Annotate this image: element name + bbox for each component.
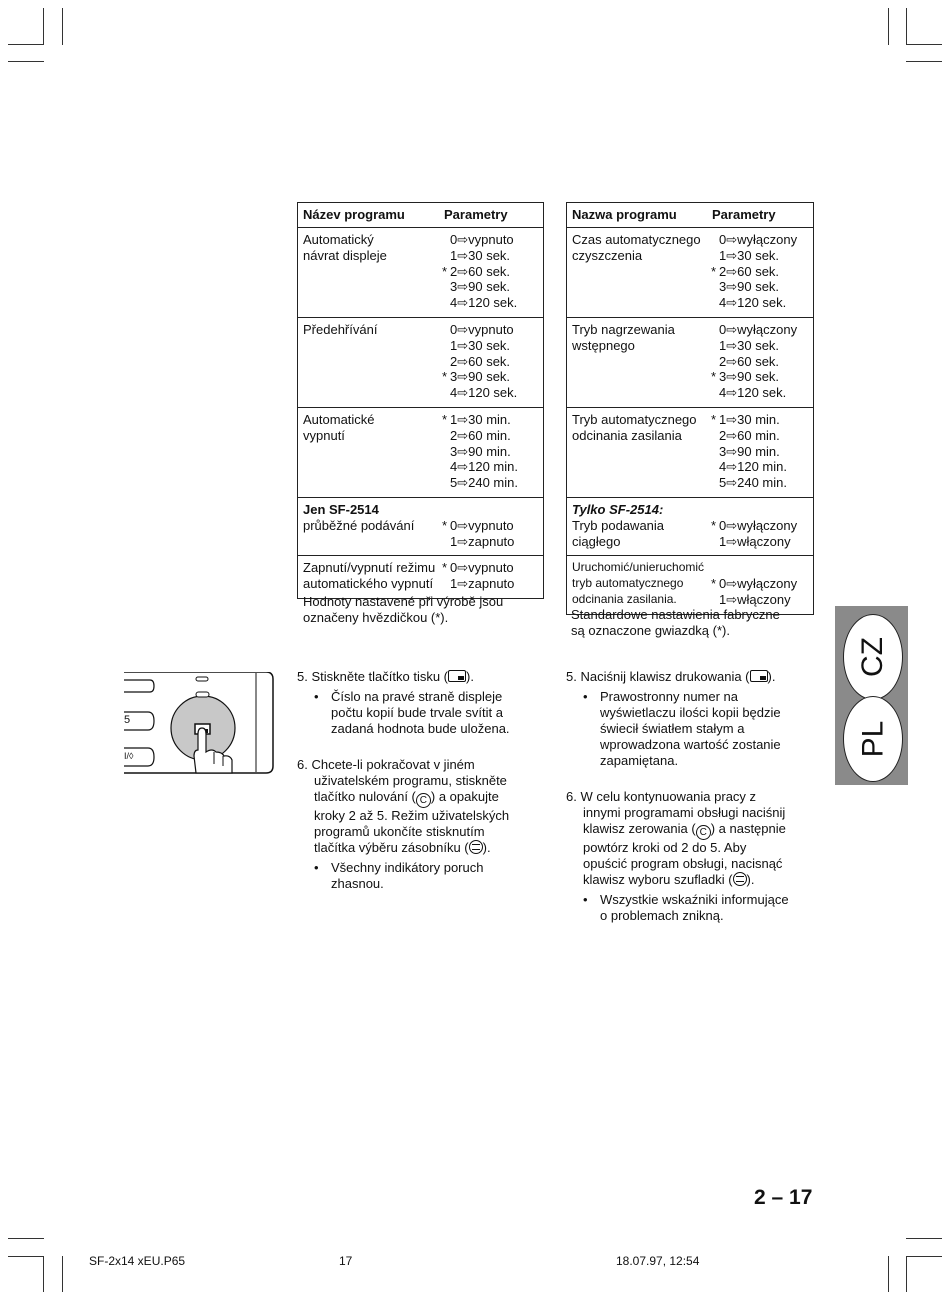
- step-line: 6. W celu kontynuowania pracy z: [566, 789, 757, 804]
- parameter-value: 1⇨włączony: [719, 591, 791, 607]
- program-name-line: Tryb nagrzewania: [572, 322, 675, 337]
- print-key-icon: [448, 670, 466, 682]
- step-text: tlačítka výběru zásobníku (: [314, 840, 469, 855]
- program-name: [303, 560, 435, 592]
- program-name: [572, 502, 664, 549]
- parameter-option: [450, 232, 517, 248]
- parameter-option: [719, 354, 797, 370]
- table-row: [298, 408, 543, 498]
- header-parameters: Parametry: [444, 207, 508, 223]
- parameter-list: [711, 412, 787, 491]
- table-row: [298, 556, 543, 598]
- parameter-option: [719, 459, 787, 475]
- program-name-line: Tryb automatycznego: [572, 412, 697, 427]
- table-row: [298, 318, 543, 408]
- table-header: [298, 203, 543, 228]
- parameter-option: [711, 517, 798, 534]
- parameter-value: 4⇨120 sek.: [450, 385, 518, 401]
- parameter-option: [442, 560, 514, 576]
- parameter-option: [450, 354, 517, 370]
- parameter-option: [450, 338, 517, 354]
- program-name: [572, 412, 697, 444]
- crop-mark: [43, 1256, 44, 1292]
- parameter-option: [719, 338, 797, 354]
- pl-step-6: [566, 789, 826, 888]
- parameter-option: [442, 369, 517, 385]
- program-name: [572, 560, 704, 607]
- lang-label: PL: [855, 720, 889, 758]
- parameter-list: [711, 560, 798, 607]
- step-line: [297, 840, 547, 856]
- clear-key-icon: C: [696, 825, 711, 840]
- parameter-value: 4⇨120 min.: [450, 459, 518, 475]
- bullet-line: • Prawostronny numer na: [600, 689, 739, 704]
- parameter-option: [719, 560, 797, 576]
- button-label-io: I/◊: [124, 751, 134, 761]
- footer-date: 18.07.97, 12:54: [616, 1254, 700, 1268]
- parameter-option: [442, 263, 517, 280]
- program-name-line: czyszczenia: [572, 247, 643, 263]
- cz-step-5: [297, 669, 547, 685]
- parameter-option: [450, 279, 517, 295]
- cz-factory-default-note: [303, 594, 503, 626]
- table-row: [567, 408, 813, 498]
- step-text: ).: [466, 669, 474, 684]
- parameter-value: 0⇨wyłączony: [719, 232, 798, 247]
- program-name-line: Tryb podawania: [572, 517, 665, 533]
- parameter-option: [442, 412, 518, 428]
- pl-step-5-bullet: [566, 689, 826, 769]
- lang-tab-pl: [843, 696, 903, 782]
- program-name-line: vypnutí: [303, 427, 345, 443]
- parameter-list: [442, 412, 518, 491]
- footer-page: 17: [339, 1254, 353, 1268]
- step-text: ).: [482, 840, 491, 855]
- header-program-name: Nazwa programu: [572, 207, 677, 223]
- bullet-line: zadaná hodnota bude uložena.: [331, 721, 510, 736]
- parameter-value: 4⇨120 sek.: [450, 295, 518, 311]
- program-name: [572, 232, 701, 264]
- crop-mark: [906, 1256, 942, 1257]
- parameter-value: 2⇨60 sek.: [450, 263, 511, 279]
- default-marker: *: [442, 369, 448, 385]
- parameter-list: [711, 322, 798, 401]
- parameter-option: [450, 502, 514, 518]
- bullet-line: • Wszystkie wskaźniki informujące: [600, 892, 789, 907]
- program-name-line: wstępnego: [572, 337, 635, 353]
- default-marker: *: [442, 412, 448, 427]
- pl-steps: [566, 669, 826, 924]
- parameter-option: [450, 428, 518, 444]
- crop-mark: [62, 1256, 63, 1292]
- parameter-value: 1⇨zapnuto: [450, 533, 515, 549]
- parameter-option: [719, 279, 797, 295]
- parameter-value: 3⇨90 sek.: [450, 279, 511, 295]
- parameter-value: 1⇨30 min.: [719, 412, 780, 427]
- language-tab: [835, 606, 908, 785]
- default-marker: *: [442, 263, 448, 279]
- parameter-option: [711, 263, 797, 280]
- cz-step-6-bullet: [297, 860, 547, 892]
- step-text: ) a opakujte: [430, 789, 499, 804]
- step-line: uživatelském programu, stiskněte: [314, 773, 507, 788]
- table-row: [567, 228, 813, 318]
- parameter-option: [450, 475, 518, 491]
- parameter-option: [450, 295, 517, 311]
- parameter-list: [711, 232, 798, 311]
- bullet-line: počtu kopií bude trvale svítit a: [331, 705, 503, 720]
- parameter-list: [442, 322, 518, 401]
- parameter-option: [719, 385, 797, 401]
- table-row: [567, 556, 813, 613]
- program-name: [572, 322, 675, 354]
- parameter-value: 2⇨60 min.: [719, 427, 780, 443]
- header-parameters: Parametry: [712, 207, 776, 223]
- default-marker: *: [711, 576, 717, 592]
- crop-mark: [8, 44, 44, 45]
- parameter-option: [719, 322, 797, 338]
- parameter-option: [719, 248, 797, 264]
- bullet-line: świecił światłem stałym a: [600, 721, 745, 736]
- tray-select-key-icon: [733, 872, 747, 886]
- pl-step-5: [566, 669, 826, 685]
- parameter-list: [442, 560, 515, 592]
- parameter-value: 0⇨vypnuto: [450, 517, 514, 533]
- program-name: [303, 322, 377, 338]
- bullet-line: • Číslo na pravé straně displeje: [331, 689, 503, 704]
- step-text: ) a następnie: [710, 821, 786, 836]
- header-program-name: Název programu: [303, 207, 405, 223]
- default-marker: *: [442, 517, 448, 533]
- step-text: ).: [767, 669, 776, 684]
- parameter-value: 0⇨wyłączony: [719, 576, 798, 592]
- default-marker: *: [711, 369, 717, 385]
- parameter-value: 3⇨90 sek.: [719, 369, 780, 385]
- model-label: Jen SF-2514: [303, 502, 379, 517]
- lang-label: CZ: [856, 637, 889, 677]
- control-panel-illustration: [124, 672, 274, 774]
- program-name-line: návrat displeje: [303, 247, 387, 263]
- parameter-option: [719, 592, 797, 608]
- default-marker: *: [442, 560, 448, 576]
- step-line: [297, 789, 547, 808]
- parameter-value: 2⇨60 min.: [450, 427, 511, 443]
- parameter-option: [719, 295, 797, 311]
- program-name-line: Automatické: [303, 412, 375, 427]
- program-name-line: tryb automatycznego: [572, 576, 684, 591]
- program-name-line: Uruchomić/unieruchomić: [572, 560, 705, 575]
- pl-step-6-bullet: [566, 892, 826, 924]
- cz-steps: [297, 669, 547, 892]
- parameter-value: 0⇨vypnuto: [450, 322, 514, 337]
- note-line: Hodnoty nastavené při výrobě jsou: [303, 594, 504, 609]
- bullet-line: zhasnou.: [331, 876, 384, 891]
- step-text: klawisz wyboru szufladki (: [583, 872, 733, 887]
- crop-mark: [906, 61, 942, 62]
- step-line: powtórz kroki od 2 do 5. Aby: [583, 840, 747, 855]
- bullet-line: zapamiętana.: [600, 753, 679, 768]
- table-row: [567, 318, 813, 408]
- tray-select-key-icon: [469, 840, 483, 854]
- program-name-line: Předehřívání: [303, 322, 378, 337]
- step-text: tlačítko nulování (: [314, 789, 416, 804]
- step-text: klawisz zerowania (: [583, 821, 696, 836]
- crop-mark: [62, 8, 63, 45]
- step-line: programů ukončíte stisknutím: [314, 824, 485, 839]
- parameter-option: [450, 444, 518, 460]
- program-name: [303, 502, 414, 534]
- parameter-option: [711, 576, 798, 592]
- parameter-option: [450, 534, 514, 550]
- parameter-option: [719, 475, 787, 491]
- note-line: označeny hvězdičkou (*).: [303, 610, 449, 625]
- page-number: 2 – 17: [754, 1186, 813, 1209]
- default-marker: *: [711, 263, 717, 279]
- crop-mark: [8, 1238, 44, 1239]
- parameter-value: 1⇨zapnuto: [450, 576, 515, 592]
- crop-mark: [906, 1256, 907, 1292]
- parameter-option: [719, 444, 787, 460]
- parameter-option: [719, 232, 797, 248]
- crop-mark: [8, 1256, 44, 1257]
- parameter-value: 0⇨wyłączony: [719, 517, 798, 533]
- program-name-line: ciągłego: [572, 533, 621, 549]
- cz-step-6: [297, 757, 547, 856]
- pl-factory-default-note: [571, 607, 780, 639]
- parameter-list: [711, 502, 798, 549]
- crop-mark: [43, 8, 44, 45]
- parameter-value: 4⇨120 sek.: [719, 295, 787, 311]
- parameter-value: 1⇨30 sek.: [450, 247, 511, 263]
- table-body: [567, 228, 813, 614]
- note-line: są oznaczone gwiazdką (*).: [571, 623, 730, 638]
- program-name: [303, 232, 387, 264]
- clear-key-icon: C: [416, 793, 431, 808]
- step-line: 6. Chcete-li pokračovat v jiném: [297, 757, 475, 772]
- parameter-value: 4⇨120 min.: [719, 459, 787, 475]
- parameter-value: 3⇨90 min.: [450, 443, 511, 459]
- parameter-option: [450, 385, 517, 401]
- parameter-value: 1⇨30 sek.: [450, 337, 511, 353]
- parameter-value: 3⇨90 sek.: [450, 369, 511, 385]
- cz-step-5-bullet: [297, 689, 547, 737]
- parameter-option: [450, 322, 517, 338]
- step-text: ).: [746, 872, 755, 887]
- parameter-value: 0⇨vypnuto: [450, 232, 514, 247]
- footer-filename: SF-2x14 xEU.P65: [89, 1254, 186, 1268]
- cz-program-table: [297, 202, 544, 599]
- step-line: innymi programami obsługi naciśnij: [583, 805, 786, 820]
- parameter-value: 2⇨60 sek.: [719, 353, 780, 369]
- program-name-line: automatického vypnutí: [303, 576, 434, 592]
- program-name-line: odcinania zasilania: [572, 427, 682, 443]
- program-name-line: Zapnutí/vypnutí režimu: [303, 560, 436, 576]
- parameter-value: 1⇨30 sek.: [719, 337, 780, 353]
- print-key-icon: [750, 670, 768, 682]
- pl-program-table: [566, 202, 814, 615]
- parameter-option: [719, 428, 787, 444]
- program-name-line: odcinania zasilania.: [572, 591, 677, 606]
- step-line: kroky 2 až 5. Režim uživatelských: [314, 808, 510, 823]
- bullet-line: o problemach znikną.: [600, 908, 724, 923]
- parameter-value: 3⇨90 sek.: [719, 279, 780, 295]
- step-text: 5. Stiskněte tlačítko tisku (: [297, 669, 449, 684]
- parameter-value: 1⇨włączony: [719, 533, 791, 549]
- bullet-line: • Všechny indikátory poruch: [331, 860, 484, 875]
- parameter-value: 1⇨30 sek.: [719, 247, 780, 263]
- model-label: Tylko SF-2514:: [572, 502, 664, 517]
- crop-mark: [888, 1256, 889, 1292]
- program-name: [303, 412, 375, 444]
- note-line: Standardowe nastawienia fabryczne: [571, 607, 780, 622]
- bullet-line: wprowadzona wartość zostanie: [600, 737, 781, 752]
- parameter-value: 4⇨120 sek.: [719, 385, 787, 401]
- parameter-value: 3⇨90 min.: [719, 443, 780, 459]
- crop-mark: [906, 8, 907, 45]
- program-name-line: průběžné podávání: [303, 517, 415, 533]
- parameter-list: [442, 232, 518, 311]
- default-marker: *: [711, 517, 717, 533]
- parameter-option: [450, 459, 518, 475]
- parameter-option: [719, 534, 797, 550]
- step-text: 5. Naciśnij klawisz drukowania (: [566, 669, 750, 684]
- panel-drawing: [124, 672, 274, 774]
- table-row: [298, 228, 543, 318]
- parameter-value: 2⇨60 sek.: [719, 263, 780, 279]
- step-line: opuścić program obsługi, nacisnąć: [583, 856, 783, 871]
- parameter-value: 5⇨240 min.: [450, 475, 518, 491]
- parameter-value: 5⇨240 min.: [719, 475, 787, 491]
- crop-mark: [906, 1238, 942, 1239]
- table-body: [298, 228, 543, 598]
- parameter-value: 2⇨60 sek.: [450, 353, 511, 369]
- crop-mark: [888, 8, 889, 45]
- crop-mark: [906, 44, 942, 45]
- crop-mark: [8, 61, 44, 62]
- lang-tab-cz: [843, 614, 903, 700]
- step-line: [566, 872, 826, 888]
- default-marker: *: [711, 412, 717, 427]
- step-line: [566, 821, 826, 840]
- parameter-option: [442, 517, 514, 534]
- table-header: [567, 203, 813, 228]
- parameter-list: [442, 502, 515, 549]
- program-name-line: Automatický: [303, 232, 374, 247]
- parameter-value: 0⇨wyłączony: [719, 322, 798, 337]
- program-name-line: Czas automatycznego: [572, 232, 701, 247]
- bullet-line: wyświetlaczu ilości kopii będzie: [600, 705, 781, 720]
- parameter-option: [450, 576, 514, 592]
- parameter-value: 0⇨vypnuto: [450, 560, 514, 576]
- parameter-option: [450, 248, 517, 264]
- parameter-option: [711, 369, 797, 385]
- table-row: [298, 498, 543, 556]
- parameter-option: [719, 502, 797, 518]
- button-label-5: 5: [124, 714, 131, 726]
- table-row: [567, 498, 813, 556]
- parameter-value: 1⇨30 min.: [450, 412, 511, 427]
- parameter-option: [711, 412, 787, 428]
